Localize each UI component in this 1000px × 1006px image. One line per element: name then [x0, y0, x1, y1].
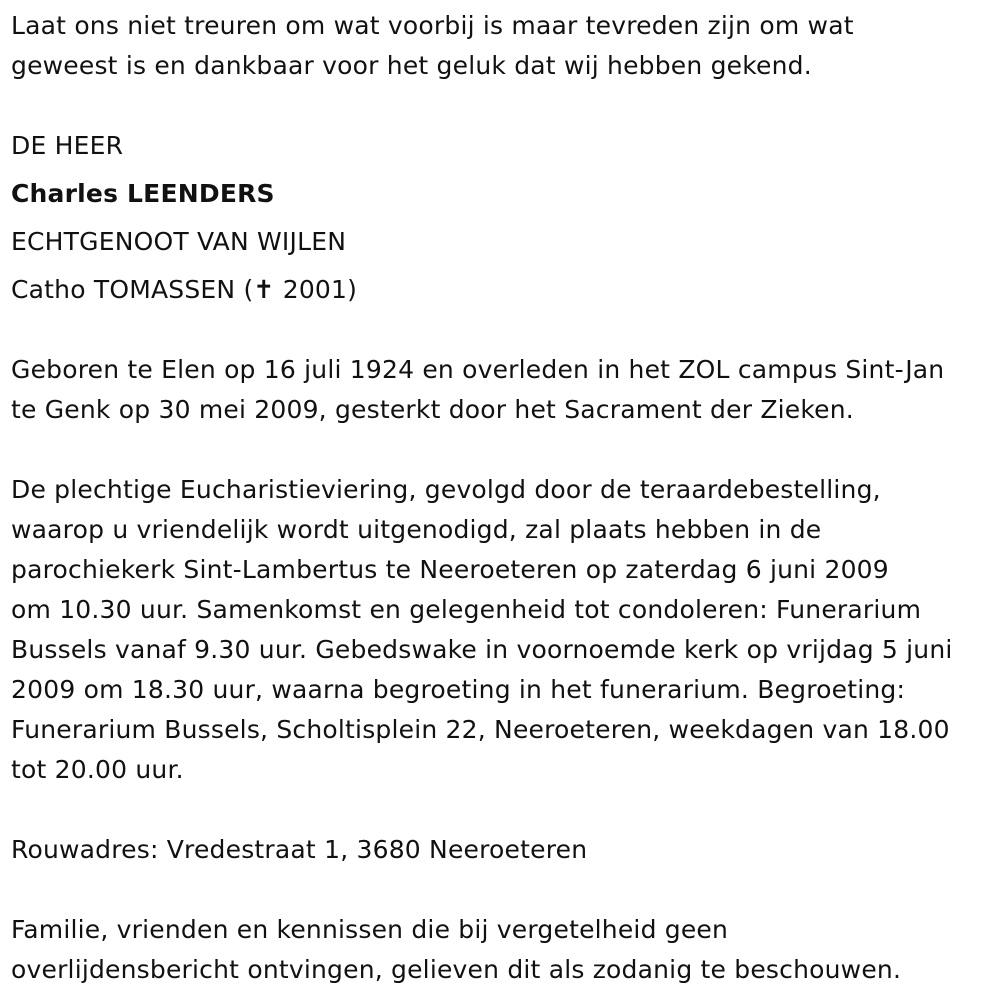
birth-death-line-1: Geboren te Elen op 16 juli 1924 en overleden in het ZOL campus Sint-Jan — [11, 355, 945, 384]
ceremony-line-1: De plechtige Eucharistieviering, gevolgd door de teraardebestelling, — [11, 475, 881, 504]
spouse-name: Catho TOMASSEN (✝ 2001) — [11, 275, 358, 304]
motto-line-1: Laat ons niet treuren om wat voorbij is maar tevreden zijn om wat — [11, 11, 854, 40]
ceremony-line-3: parochiekerk Sint-Lambertus te Neeroeteren op zaterdag 6 juni 2009 — [11, 555, 889, 584]
mourning-address: Rouwadres: Vredestraat 1, 3680 Neeroeteren — [11, 835, 588, 864]
ceremony-line-7: Funerarium Bussels, Scholtisplein 22, Neeroeteren, weekdagen van 18.00 — [11, 715, 950, 744]
ceremony-line-2: waarop u vriendelijk wordt uitgenodigd, zal plaats hebben in de — [11, 515, 822, 544]
deceased-name: Charles LEENDERS — [11, 179, 275, 208]
ceremony-line-6: 2009 om 18.30 uur, waarna begroeting in het funerarium. Begroeting: — [11, 675, 906, 704]
motto-line-2: geweest is en dankbaar voor het geluk dat wij hebben gekend. — [11, 51, 812, 80]
ceremony-line-5: Bussels vanaf 9.30 uur. Gebedswake in voornoemde kerk op vrijdag 5 juni — [11, 635, 953, 664]
spouse-prefix: ECHTGENOOT VAN WIJLEN — [11, 227, 347, 256]
birth-death-line-2: te Genk op 30 mei 2009, gesterkt door het Sacrament der Zieken. — [11, 395, 854, 424]
closing-line-2: overlijdensbericht ontvingen, gelieven dit als zodanig te beschouwen. — [11, 955, 902, 984]
closing-line-1: Familie, vrienden en kennissen die bij vergetelheid geen — [11, 915, 729, 944]
honorific: DE HEER — [11, 131, 124, 160]
ceremony-line-8: tot 20.00 uur. — [11, 755, 184, 784]
ceremony-line-4: om 10.30 uur. Samenkomst en gelegenheid tot condoleren: Funerarium — [11, 595, 922, 624]
